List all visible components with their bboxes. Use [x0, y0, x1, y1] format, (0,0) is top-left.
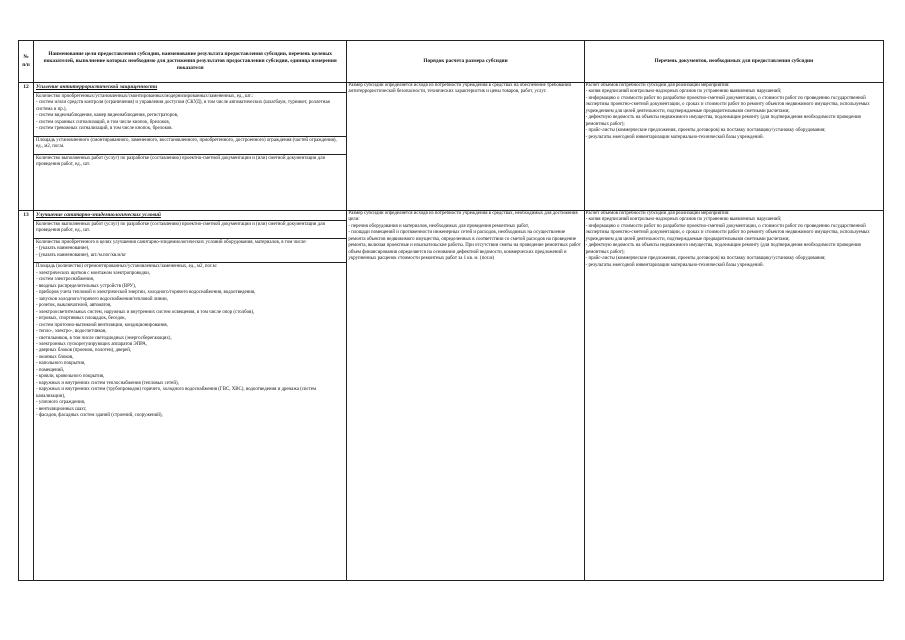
document-line: Расчет объемов потребности субсидии для реализации мероприятия:: [585, 211, 730, 216]
indicator-line: - игровых, спортивных площадок, беседок,: [36, 316, 126, 322]
goal-cell: [34, 211, 347, 581]
documents-cell: [584, 83, 883, 211]
indicator-block: [34, 221, 346, 239]
indicator-line: - дверных блоков (проемов, полотен), дверей,: [36, 348, 132, 354]
document-line: - результаты ежегодной инвентаризации материально-технической базы учреждений.: [585, 134, 764, 140]
indicator-block: [34, 155, 346, 172]
indicator-line: - систем видеонаблюдения, камер видеонаблюдения, регистраторов,: [36, 113, 179, 119]
indicator-line: Площадь установленного (смонтированного, замененного, восстановленного, приобретенного, достроенного) ограждения (частей ограждения), ед., м2, пог.м.: [36, 137, 337, 150]
calculation-order-cell: [347, 83, 584, 211]
indicator-line: - светильников, в том числе светодиодных (энергосберегающих),: [36, 335, 172, 341]
calculation-line: - площади помещений и протяженности инженерных сетей и расходов, необходимых на осуществление ремонта объектов недвижимого имущества, определенных в соответствии со сметой расходов на проведение ремонта, включая проектные и изыскательские работы. При отсутствии сметы на проведение ремонтных работ объем финансирования определяется на основании дефектной ведомости, коммерческих предложений и укрупненных расценок стоимости ремонтных работ за 1 кв. м. (пог.м): [348, 230, 581, 262]
indicator-line: - вентиляционных шахт,: [36, 406, 87, 412]
indicator-block: [34, 137, 346, 155]
document-line: - результаты ежегодной инвентаризации материально-технической базы учреждений.: [585, 262, 764, 268]
indicator-line: - приборов учета тепловой и электрической энергии, холодного/горячего водоснабжения, водоотведения,: [36, 290, 256, 296]
goal-title: Усиление антитеррористической защищенности: [34, 83, 346, 93]
indicator-line: - фасадов, фасадных систем зданий (строений, сооружений),: [36, 413, 163, 419]
table-row: [19, 211, 884, 581]
calculation-line: - перечня оборудования и материалов, необходимых для проведения ремонтных работ,: [348, 223, 530, 229]
header-number: № п/п: [19, 41, 34, 83]
document-line: - информацию о стоимости работ по разработке проектно-сметной документации, о стоимости работ по проведению государственной экспертизы проектно-сметной документации, о сроках и стоимости работ по ремонту объектов недвижимого имущества, используемых учреждением для целей деятельности, подтверждаемые предварительными сметными расчетами;: [585, 223, 870, 242]
calculation-order-cell: [347, 211, 584, 581]
indicator-line: - систем охранных сигнализаций, в том числе кнопок, брелоков,: [36, 119, 170, 125]
document-line: Расчет объемов потребности субсидии для реализации мероприятия:: [585, 83, 730, 88]
indicator-line: Количество приобретенного в целях улучшения санитарно-эпидемиологических условий оборудования, материалов, в том числе:: [36, 239, 307, 245]
calculation-line: Размер субсидии определяется исходя из потребности учреждения в средствах, необходимых для достижения цели:: [348, 211, 578, 223]
indicator-line: - тепло-, электро-, водосчетчиков,: [36, 329, 107, 335]
document-line: - прайс-листы (коммерческие предложения, проекты договоров) на поставку поставщику/установку оборудования;: [585, 128, 826, 134]
goal-title: Улучшение санитарно-эпидемиологических условий: [34, 211, 346, 221]
indicator-line: - наружных и внутренних систем (трубопроводов) горячего, холодного водоснабжения (ГВС, ХВС), водоотведения и дренажа (систем канализации),: [36, 387, 317, 399]
indicator-line: - уличного ограждения,: [36, 400, 86, 406]
row-number: 13: [19, 211, 34, 581]
header-name: Наименование цели предоставления субсидии, наименование результата предоставления субсидии, перечень целевых показателей, выполнение которых необходимо для достижения результатов предоставления субсидии, единица измерения показателя: [34, 41, 347, 83]
indicator-line: - (указать наименование),: [36, 246, 90, 252]
indicator-line: - помещений,: [36, 367, 65, 373]
table-header-row: [19, 41, 884, 83]
table-row: [19, 83, 884, 211]
table-body: [19, 83, 884, 581]
row-number: 12: [19, 83, 34, 211]
indicator-line: - систем тревожных сигнализаций, в том числе кнопок, брелоков.: [36, 126, 173, 132]
document-line: - дефектную ведомость на объекты недвижимого имущества, подлежащие ремонту (для подтверждения необходимости проведения ремонтных работ);: [585, 243, 861, 255]
indicator-line: - (указать наименование), шт./м.пог/кв.м/кг: [36, 252, 127, 258]
indicator-line: - запусков холодного/горячего водоснабжения/тепловой линии,: [36, 296, 168, 302]
document-line: - дефектную ведомость на объекты недвижимого имущества, подлежащие ремонту (для подтверждения необходимости проведения ремонтных работ);: [585, 115, 861, 127]
subsidy-table: [18, 40, 884, 581]
indicator-line: - розеток, выключателей, автоматов,: [36, 303, 112, 309]
goal-cell: [34, 83, 347, 211]
indicator-line: - напольного покрытия,: [36, 361, 86, 367]
indicator-line: Площадь (количество) отремонтированных/установленных/замененных, ед., м2, пог.м:: [36, 264, 218, 270]
indicator-line: Количество выполненных работ (услуг) по разработке (составлению) проектно-сметной документации и (или) сметной документации для проведения работ, ед., шт.: [36, 222, 325, 234]
indicator-line: - вводных распределительных устройств (ВРУ),: [36, 283, 137, 289]
document-line: - копия предписаний контрольно-надзорных органов по устранению выявленных нарушений;: [585, 217, 782, 223]
indicator-line: - оконных блоков,: [36, 354, 74, 360]
indicator-line: - систем электроснабжения,: [36, 277, 95, 283]
documents-cell: [584, 211, 883, 581]
indicator-line: - наружных и внутренних систем теплоснабжения (тепловых сетей),: [36, 380, 179, 386]
indicator-block: [34, 93, 346, 137]
calculation-line: Размер субсидии определяется исходя из потребности учреждения в средствах на обеспечение требований антитеррористической безопасности, технических характеристик и цены товаров, работ, услуг.: [348, 83, 572, 95]
indicator-line: Количество выполненных работ (услуг) по разработке (составлению) проектно-сметной документации и (или) сметной документации для проведения работ, ед., шт.: [36, 155, 325, 168]
indicator-line: - систем и/или средств контроля (ограничения) и управления доступом (СКУД), в том числе автоматических (шлагбаум, турникет, роллетная система и пр.),: [36, 100, 330, 112]
indicator-block: [34, 263, 346, 422]
header-documents: Перечень документов, необходимых для предоставления субсидии: [584, 41, 883, 83]
document-line: - копия предписаний контрольно-надзорных органов по устранению выявленных нарушений;: [585, 89, 782, 95]
indicator-line: Количество приобретенных/установленных/смонтированных/модернизированных/замененных, ед., шт.:: [36, 94, 254, 100]
indicator-line: - электрических щитков с монтажом электропроводки,: [36, 270, 150, 276]
header-order: Порядок расчета размера субсидии: [347, 41, 584, 83]
document-line: - прайс-листы (коммерческие предложения, проекты договоров) на поставку поставщику/установку оборудования;: [585, 256, 826, 262]
indicator-line: - систем приточно-вытяжной вентиляции, кондиционирования,: [36, 322, 168, 328]
indicator-line: - электронных пускорегулирующих аппаратов ЭПРА,: [36, 341, 147, 347]
indicator-line: - кровли, кровельного покрытия,: [36, 374, 105, 380]
indicator-block: [34, 239, 346, 263]
indicator-line: - электроосветительных систем, наружных и внутренних систем освещения, в том числе опор (столбов),: [36, 309, 255, 315]
document-line: - информацию о стоимости работ по разработке проектно-сметной документации, о стоимости работ по проведению государственной экспертизы проектно-сметной документации, о сроках и стоимости работ по ремонту объектов недвижимого имущества, используемых учреждением для целей деятельности, подтверждаемые предварительными сметными расчетами;: [585, 95, 870, 114]
